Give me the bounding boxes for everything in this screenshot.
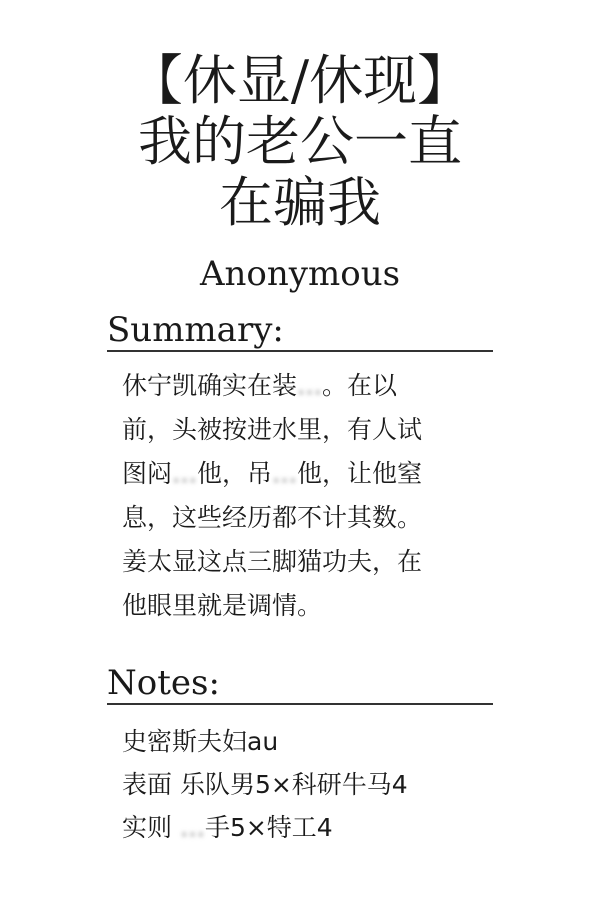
summary-segment: 他，让他窒: [297, 459, 423, 488]
notes-segment: 史密斯夫妇au: [122, 727, 279, 756]
summary-line-2: [122, 408, 482, 452]
author-name[interactable]: Anonymous: [199, 254, 401, 294]
title-line-2: 我的老公一直: [138, 110, 462, 173]
notes-line-2: [122, 763, 482, 806]
notes-heading: Notes:: [107, 663, 493, 705]
summary-segment: 姜太显这点三脚猫功夫，在: [122, 547, 423, 576]
redacted-text: …: [272, 459, 298, 488]
redacted-text: …: [179, 813, 205, 842]
summary-line-6: [122, 584, 482, 628]
notes-text: [122, 720, 482, 849]
summary-text: [122, 364, 482, 628]
summary-segment: 图闷: [122, 459, 173, 488]
summary-segment: 休宁凯确实在装: [122, 371, 298, 400]
redacted-text: …: [297, 371, 323, 400]
summary-line-5: [122, 540, 482, 584]
notes-segment: 实则: [122, 813, 180, 842]
title-line-3: 在骗我: [219, 171, 381, 234]
notes-line-1: [122, 720, 482, 763]
summary-heading: Summary:: [107, 310, 493, 352]
notes-segment: 手5×特工4: [204, 813, 333, 842]
notes-segment: 表面 乐队男5×科研牛马4: [122, 770, 408, 799]
summary-line-4: [122, 496, 482, 540]
summary-segment: 息，这些经历都不计其数。: [122, 503, 423, 532]
summary-line-3: [122, 452, 482, 496]
work-title: [40, 50, 560, 233]
title-line-1: 【休显/休现】: [128, 49, 472, 112]
redacted-text: …: [172, 459, 198, 488]
summary-segment: 。在以: [322, 371, 398, 400]
summary-segment: 他，吊: [197, 459, 273, 488]
summary-line-1: [122, 364, 482, 408]
summary-segment: 他眼里就是调情。: [122, 591, 323, 620]
summary-segment: 前，头被按进水里，有人试: [122, 415, 423, 444]
notes-line-3: [122, 806, 482, 849]
